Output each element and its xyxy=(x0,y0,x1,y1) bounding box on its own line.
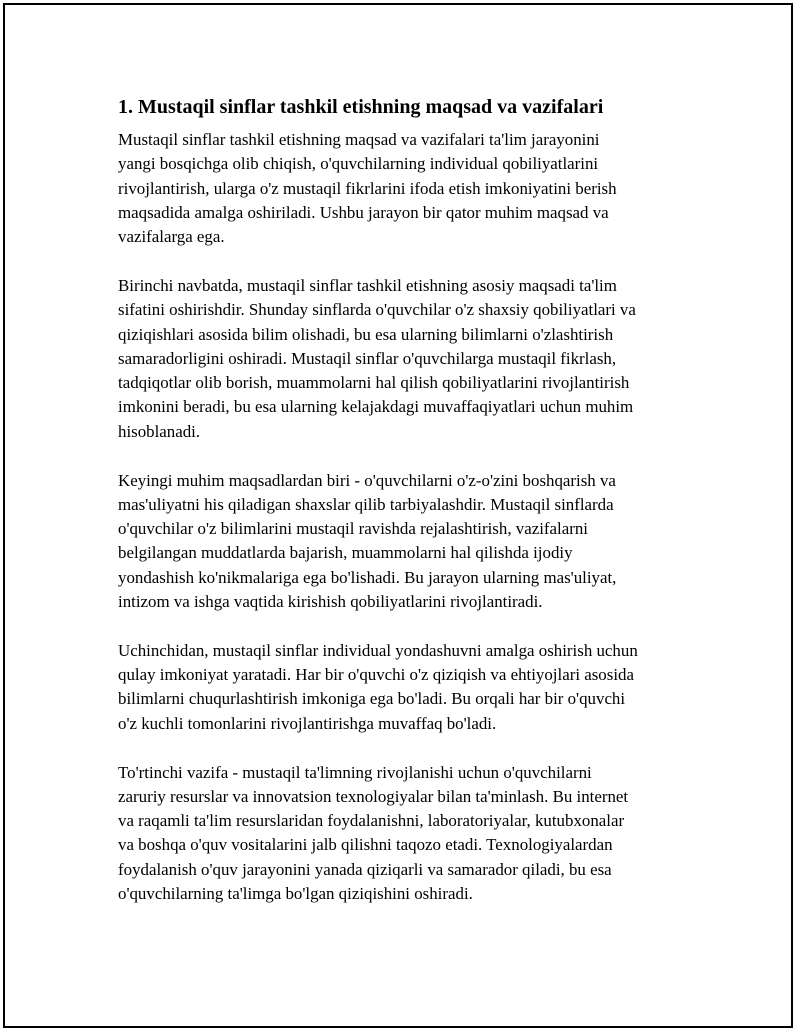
paragraph-intro xyxy=(118,128,708,249)
paragraph-fourth-goal xyxy=(118,761,708,907)
text-line: Uchinchidan, mustaqil sinflar individual yondashuvni amalga oshirish uchun xyxy=(118,640,638,660)
text-line: rivojlantirish, ularga o'z mustaqil fikrlarini ifoda etish imkoniyatini berish xyxy=(118,178,617,198)
text-line: o'quvchilar o'z bilimlarini mustaqil ravishda rejalashtirish, vazifalarni xyxy=(118,519,588,539)
text-line: Birinchi navbatda, mustaqil sinflar tashkil etishning asosiy maqsadi ta'lim xyxy=(118,275,617,295)
text-line: o'z kuchli tomonlarini rivojlantirishga muvaffaq bo'ladi. xyxy=(118,713,497,733)
text-line: va raqamli ta'lim resurslaridan foydalanishni, laboratoriyalar, kutubxonalar xyxy=(118,811,625,831)
text-line: belgilangan muddatlarda bajarish, muammolarni hal qilishda ijodiy xyxy=(118,543,573,563)
text-line: qulay imkoniyat yaratadi. Har bir o'quvchi o'z qiziqish va ehtiyojlari asosida xyxy=(118,665,634,685)
text-line: imkonini beradi, bu esa ularning kelajakdagi muvaffaqiyatlari uchun muhim xyxy=(118,397,634,417)
text-line: Mustaqil sinflar tashkil etishning maqsad va vazifalari ta'lim jarayonini xyxy=(118,130,600,149)
text-line: qiziqishlari asosida bilim olishadi, bu esa ularning bilimlarni o'zlashtirish xyxy=(118,324,614,344)
document-title: 1. Mustaqil sinflar tashkil etishning maqsad va vazifalari xyxy=(118,96,604,118)
text-line: maqsadida amalga oshiriladi. Ushbu jarayon bir qator muhim maqsad va xyxy=(118,202,609,222)
text-line: hisoblanadi. xyxy=(118,421,201,441)
text-line: sifatini oshirishdir. Shunday sinflarda o'quvchilar o'z shaxsiy qobiliyatlari va xyxy=(118,300,636,320)
text-line: intizom va ishga vaqtida kirishish qobiliyatlarini rivojlantiradi. xyxy=(118,592,543,612)
text-line: mas'uliyatni his qiladigan shaxslar qilib tarbiyalashdir. Mustaqil sinflarda xyxy=(118,494,614,514)
paragraph-third-goal xyxy=(118,639,708,736)
text-line: To'rtinchi vazifa - mustaqil ta'limning rivojlanishi uchun o'quvchilarni xyxy=(118,762,592,782)
document-body xyxy=(118,94,708,931)
text-line: yondashish ko'nikmalariga ega bo'lishadi. Bu jarayon ularning mas'uliyat, xyxy=(118,567,617,587)
text-line: Keyingi muhim maqsadlardan biri - o'quvchilarni o'z-o'zini boshqarish va xyxy=(118,470,616,490)
text-line: zaruriy resurslar va innovatsion texnologiyalar bilan ta'minlash. Bu internet xyxy=(118,786,629,806)
text-line: o'quvchilarning ta'limga bo'lgan qiziqishini oshiradi. xyxy=(118,884,473,904)
text-line: vazifalarga ega. xyxy=(118,227,225,247)
paragraph-second-goal xyxy=(118,469,708,615)
text-line: yangi bosqichga olib chiqish, o'quvchilarning individual qobiliyatlarini xyxy=(118,154,599,174)
text-line: foydalanish o'quv jarayonini yanada qiziqarli va samarador qiladi, bu esa xyxy=(118,859,612,879)
text-line: va boshqa o'quv vositalarini jalb qilishni taqozo etadi. Texnologiyalardan xyxy=(118,835,613,855)
text-line: tadqiqotlar olib borish, muammolarni hal qilish qobiliyatlarini rivojlantirish xyxy=(118,373,630,393)
text-line: samaradorligini oshiradi. Mustaqil sinflar o'quvchilarga mustaqil fikrlash, xyxy=(118,348,617,368)
paragraph-first-goal xyxy=(118,274,708,444)
text-line: bilimlarni chuqurlashtirish imkoniga ega bo'ladi. Bu orqali har bir o'quvchi xyxy=(118,689,626,709)
